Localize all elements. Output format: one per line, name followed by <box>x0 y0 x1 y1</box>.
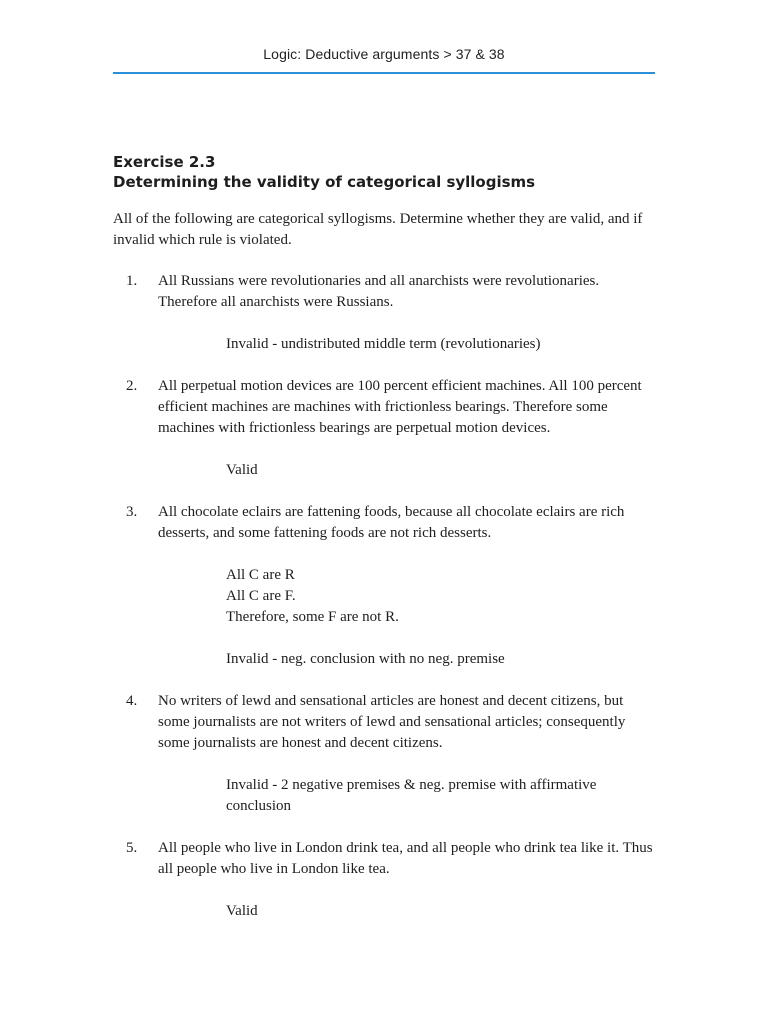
document-body <box>113 152 658 943</box>
question-text: No writers of lewd and sensational articles are honest and decent citizens, but some journalists are not writers of lewd and sensational articles; consequently some journalists are honest and decent citizens. <box>158 693 626 751</box>
exercise-title: Determining the validity of categorical syllogisms <box>113 173 536 191</box>
question-answer: Invalid - 2 negative premises & neg. premise with affirmative conclusion <box>226 777 597 814</box>
header-title: Logic: Deductive arguments <box>263 46 440 62</box>
question-answer: Valid <box>226 903 258 919</box>
question-text: All Russians were revolutionaries and all anarchists were revolutionaries. Therefore all anarchists were Russians. <box>158 273 600 310</box>
question-number: 3. <box>126 504 138 520</box>
question-text: All chocolate eclairs are fattening foods, because all chocolate eclairs are rich desserts, and some fattening foods are not rich desserts. <box>158 504 625 541</box>
question-item-5 <box>113 838 658 922</box>
question-number: 5. <box>126 840 138 856</box>
page-header <box>0 46 768 62</box>
question-number: 1. <box>126 273 138 289</box>
question-answer: Valid <box>226 462 258 478</box>
question-item-4 <box>113 691 658 817</box>
header-separator: > <box>443 46 452 62</box>
question-text: All perpetual motion devices are 100 percent efficient machines. All 100 percent efficient machines are machines with frictionless bearings. Therefore some machines with frictionless bearings are perpetual motion devices. <box>158 378 642 436</box>
question-text: All people who live in London drink tea, and all people who drink tea like it. Thus all people who live in London like tea. <box>158 840 653 877</box>
question-number: 2. <box>126 378 138 394</box>
question-item-1 <box>113 271 658 355</box>
exercise-number: Exercise 2.3 <box>113 153 216 171</box>
form-line: Therefore, some F are not R. <box>226 609 399 625</box>
form-line: All C are F. <box>226 588 296 604</box>
question-answer: Invalid - neg. conclusion with no neg. premise <box>226 651 505 667</box>
syllogism-form <box>158 565 658 670</box>
question-list <box>113 271 658 922</box>
form-line: All C are R <box>226 567 295 583</box>
question-item-3 <box>113 502 658 670</box>
question-number: 4. <box>126 693 138 709</box>
header-divider <box>113 72 655 74</box>
header-pages: 37 & 38 <box>455 46 505 62</box>
exercise-intro: All of the following are categorical syllogisms. Determine whether they are valid, and if invalid which rule is violated. <box>113 211 643 248</box>
question-item-2 <box>113 376 658 481</box>
question-answer: Invalid - undistributed middle term (revolutionaries) <box>226 336 541 352</box>
